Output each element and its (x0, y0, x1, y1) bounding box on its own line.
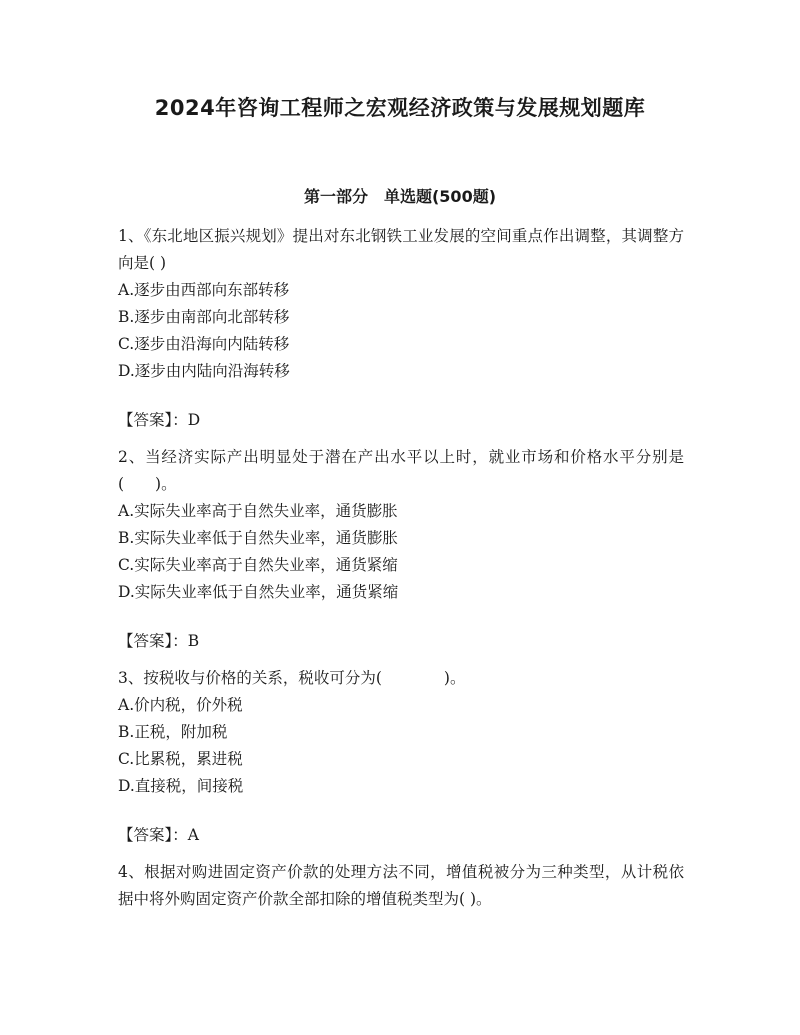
option-a: A.价内税，价外税 (118, 696, 243, 714)
option-d: D.逐步由内陆向沿海转移 (118, 362, 290, 380)
question-stem: 1、《东北地区振兴规划》提出对东北钢铁工业发展的空间重点作出调整，其调整方向是( ) (118, 227, 684, 272)
answer-line (118, 628, 684, 655)
question-stem: 4、根据对购进固定资产价款的处理方法不同，增值税被分为三种类型，从计税依据中将外购固定资产价款全部扣除的增值税类型为( )。 (118, 863, 684, 908)
answer-line (118, 822, 684, 849)
option-list (118, 498, 684, 606)
answer-label: 【答案】： (118, 411, 188, 429)
answer-label: 【答案】： (118, 632, 188, 650)
option-c: C.逐步由沿海向内陆转移 (118, 335, 290, 353)
option-c: C.实际失业率高于自然失业率，通货紧缩 (118, 556, 398, 574)
question-1 (118, 223, 684, 434)
option-d: D.实际失业率低于自然失业率，通货紧缩 (118, 583, 399, 601)
option-b: B.正税，附加税 (118, 723, 228, 741)
question-3 (118, 665, 684, 849)
answer-line (118, 407, 684, 434)
option-d: D.直接税，间接税 (118, 777, 244, 795)
section-heading: 第一部分 单选题(500题) (303, 187, 497, 206)
answer-value: B (187, 632, 200, 650)
answer-label: 【答案】： (118, 826, 188, 844)
option-list (118, 692, 684, 800)
question-2 (118, 444, 684, 655)
option-c: C.比累税，累进税 (118, 750, 243, 768)
answer-value: A (187, 826, 199, 844)
question-stem: 3、按税收与价格的关系，税收可分为( )。 (118, 669, 466, 687)
option-b: B.实际失业率低于自然失业率，通货膨胀 (118, 529, 398, 547)
question-list (118, 223, 684, 913)
option-b: B.逐步由南部向北部转移 (118, 308, 290, 326)
option-a: A.逐步由西部向东部转移 (118, 281, 290, 299)
option-a: A.实际失业率高于自然失业率，通货膨胀 (118, 502, 398, 520)
question-stem: 2、当经济实际产出明显处于潜在产出水平以上时，就业市场和价格水平分别是( )。 (118, 448, 684, 493)
option-list (118, 277, 684, 385)
page-title: 2024年咨询工程师之宏观经济政策与发展规划题库 (154, 96, 646, 120)
answer-value: D (187, 411, 201, 429)
question-4 (118, 859, 684, 913)
